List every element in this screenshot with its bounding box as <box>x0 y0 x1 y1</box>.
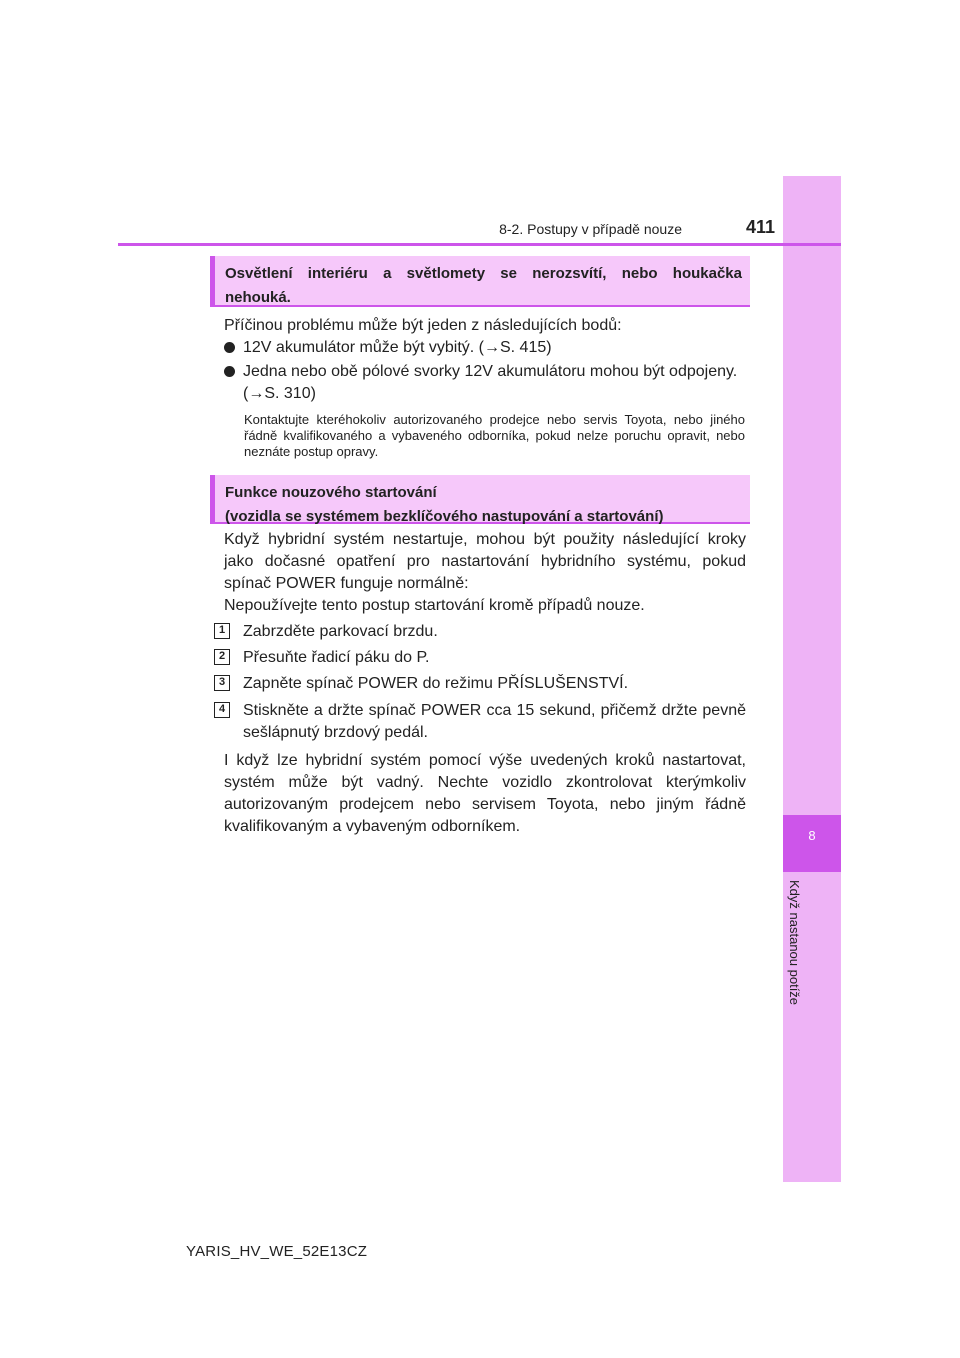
step-item <box>214 647 750 669</box>
bullet-icon <box>224 342 235 353</box>
step-item <box>214 673 750 695</box>
chapter-number-block <box>783 815 841 872</box>
section-title: 8-2. Postupy v případě nouze <box>499 221 682 237</box>
section1-heading: Osvětlení interiéru a světlomety se nerozsvítí, nebo houkačka nehouká. <box>210 256 750 307</box>
page-number: 411 <box>745 217 775 237</box>
section2-closing: I když lze hybridní systém pomocí výše uvedených kroků nastartovat, systém může být vadný. Nechte vozidlo zkontrolovat kterýmkoliv autorizovaným prodejcem nebo servisem Toyota, nebo jiným řádně kvalifikovaným a vybaveným odborníkem. <box>224 752 746 835</box>
section1-intro: Příčinou problému může být jeden z následujících bodů: <box>224 317 622 334</box>
bullet-text: Jedna nebo obě pólové svorky 12V akumulátoru mohou být odpojeny. <box>243 363 738 380</box>
step-number: 1 <box>214 623 230 639</box>
bullet-item <box>224 361 752 405</box>
bullet-icon <box>224 366 235 377</box>
bullet-item <box>224 337 752 359</box>
chapter-number: 8 <box>808 828 816 843</box>
step-text: Stiskněte a držte spínač POWER cca 15 sekund, přičemž držte pevně sešlápnutý brzdový pedál. <box>243 702 746 741</box>
step-text: Zapněte spínač POWER do režimu PŘÍSLUŠENSTVÍ. <box>243 675 629 692</box>
section2-intro: Když hybridní systém nestartuje, mohou být použity následující kroky jako dočasné opatření pro nastartování hybridního systému, pokud spínač POWER funguje normálně: <box>224 531 746 592</box>
document-code: YARIS_HV_WE_52E13CZ <box>186 1243 368 1260</box>
section2-heading <box>210 475 750 524</box>
section2-intro2: Nepoužívejte tento postup startování kromě případů nouze. <box>224 597 645 614</box>
bullet-text: 12V akumulátor může být vybitý. (→S. 415) <box>243 339 552 356</box>
step-number: 4 <box>214 702 230 718</box>
section1-note: Kontaktujte kteréhokoliv autorizovaného prodejce nebo servis Toyota, nebo jiného řádně kvalifikovaného a vybaveného odborníka, pokud nelze poruchu opravit, nebo neznáte postup opravy. <box>244 412 745 459</box>
section2-heading-line1: Funkce nouzového startování <box>225 484 437 501</box>
chapter-label-wrap <box>774 880 844 1040</box>
header-rule <box>118 243 841 246</box>
step-number: 2 <box>214 649 230 665</box>
step-text: Přesuňte řadicí páku do P. <box>243 649 430 666</box>
chapter-label: Když nastanou potíže <box>787 880 802 1006</box>
step-item <box>214 621 750 643</box>
section2-heading-line2: (vozidla se systémem bezklíčového nastupování a startování) <box>225 508 664 525</box>
step-number: 3 <box>214 675 230 691</box>
step-text: Zabrzděte parkovací brzdu. <box>243 623 438 640</box>
bullet-text-continuation: (→S. 310) <box>243 385 316 402</box>
